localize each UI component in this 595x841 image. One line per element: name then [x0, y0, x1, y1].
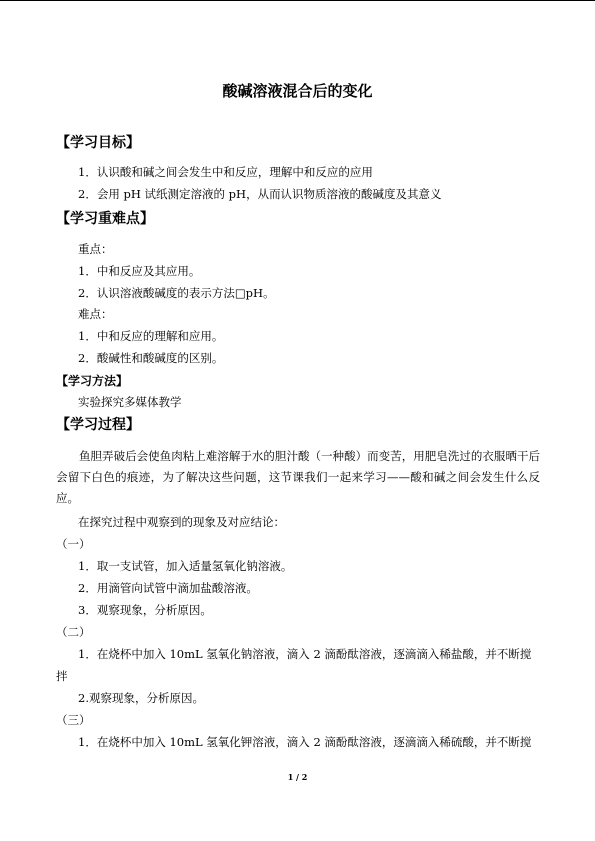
method-text: 实验探究多媒体教学	[78, 395, 182, 409]
page-title: 酸碱溶液混合后的变化	[222, 82, 373, 100]
part1-step-2: 2．用滴管向试管中滴加盐酸溶液。	[78, 581, 258, 595]
process-heading: 【学习过程】	[56, 417, 140, 433]
page-number: 1 / 2	[287, 772, 308, 782]
key-label: 重点：	[78, 242, 113, 256]
key-points-heading: 【学习重难点】	[56, 211, 154, 227]
process-intro: 鱼胆弄破后会使鱼肉粘上难溶解于水的胆汁酸（一种酸）而变苦，用肥皂洗过的衣服晒干后会留下白色的痕迹，为了解决这些问题，这节课我们一起来学习——酸和碱之间会发生什么反应。	[56, 449, 540, 505]
part2-step-1-line-1: 1．在烧杯中加入 10mL 氢氧化钠溶液，滴入 2 滴酚酞溶液，逐滴滴入稀盐酸，并不断搅	[78, 647, 532, 661]
observe-text: 在探究过程中观察到的现象及对应结论：	[78, 515, 285, 529]
part2-label: （二）	[56, 625, 91, 639]
part1-label: （一）	[56, 537, 91, 551]
difficult-item-2: 2．酸碱性和酸碱度的区别。	[78, 351, 224, 365]
part2-step-2: 2.观察现象，分析原因。	[78, 691, 204, 705]
method-heading: 【学习方法】	[56, 374, 129, 388]
key-item-1: 1．中和反应及其应用。	[78, 264, 201, 278]
part2-step-1-line-2: 拌	[56, 669, 68, 683]
part3-label: （三）	[56, 713, 91, 727]
difficult-label: 难点：	[78, 307, 113, 321]
goals-heading: 【学习目标】	[56, 135, 140, 151]
page-top-rule	[0, 0, 595, 1]
part1-step-1: 1．取一支试管，加入适量氢氧化钠溶液。	[78, 559, 293, 573]
key-item-2: 2．认识溶液酸碱度的表示方法□pH。	[78, 286, 275, 300]
part1-step-3: 3．观察现象，分析原因。	[78, 603, 212, 617]
difficult-item-1: 1．中和反应的理解和应用。	[78, 329, 224, 343]
part3-step-1: 1．在烧杯中加入 10mL 氢氧化钾溶液，滴入 2 滴酚酞溶液，逐滴滴入稀硫酸，并不断搅	[78, 735, 532, 749]
goal-item-1: 1．认识酸和碱之间会发生中和反应，理解中和反应的应用	[78, 165, 373, 179]
goal-item-2: 2．会用 pH 试纸测定溶液的 pH，从而认识物质溶液的酸碱度及其意义	[78, 187, 442, 201]
